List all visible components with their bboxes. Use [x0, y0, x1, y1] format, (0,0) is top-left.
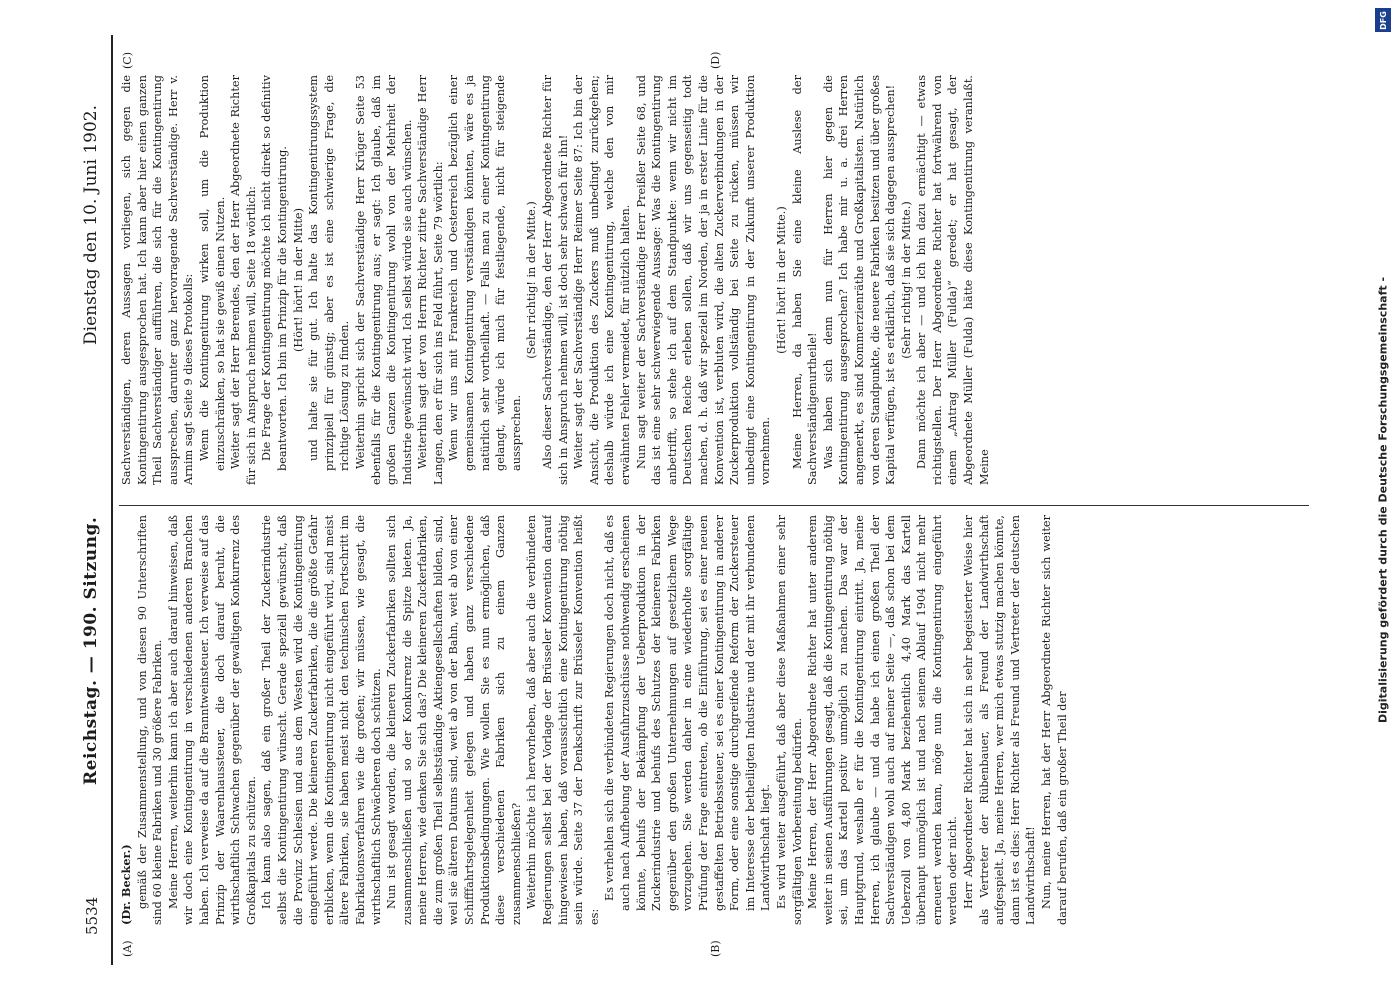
paragraph: Meine Herren, der Herr Abgeordnete Richter hat unter anderem weiter in seinen Ausführungen gesagt, daß die Kontingentirung nöthig sei, um das Kartell positiv unmöglich zu machen. Das war der Hauptgrund, weshalb er für die Kontingentirung eintritt. Ja, meine Herren, ich glaube — und da habe ich einen großen Theil der Sachverständigen wohl auch auf meiner Seite —, daß schon bei dem Ueberzoll von 4,80 Mark beziehentlich 4,40 Mark das Kartell überhaupt unmöglich ist und nach seinem Ablauf 1904 nicht mehr erneuert werden kann, möge nun die Kontingentirung eingeführt werden oder nicht.	[805, 515, 959, 925]
quoted-paragraph: und halte sie für gut. Ich halte das Kontingentirungssystem prinzipiell für günstig; aber es ist eine schwierige Frage, die richtige Lösung zu finden.	[306, 75, 351, 471]
credit-text: Digitalisierung gefördert durch die Deutsche Forschungsgemeinschaft -	[1376, 276, 1390, 724]
digitization-credit	[1373, 0, 1393, 1000]
page-title: Reichstag. — 190. Sitzung.	[80, 516, 101, 785]
margin-marker-d: (D)	[708, 51, 722, 69]
paragraph: Ich kann also sagen, daß ein großer Theil der Zuckerindustrie selbst die Kontingentirung wünscht. Gerade speziell gewünscht, daß die Provinz Schlesien und aus dem Westen wird die Kontingentirung eingeführt werde. Die kleineren Zuckerfabriken, die die größte Gefahr erblicken, wenn die Kontingentirung nicht eingeführt wird, sind meist ältere Fabriken, sie haben meist nicht den technischen Fortschritt im Fabrikationsverfahren wie die großen; wir müssen, wie gesagt, die wirthschaftlich Schwächeren doch schützen.	[259, 515, 382, 925]
paragraph: Weiterhin spricht sich der Sachverständige Herr Krüger Seite 53 ebenfalls für die Kontingentirung aus; er sagt: Ich glaube, daß im großen Ganzen die Kontingentirung wohl von der Mehrheit der Industrie gewünscht wird. Ich selbst würde sie auch wünschen.	[353, 75, 414, 485]
right-column	[119, 75, 1309, 485]
quoted-paragraph: Wenn die Kontingentirung wirken soll, um die Produktion einzuschränken, so hat sie gewiß einen Nutzen.	[197, 75, 227, 471]
paragraph: Nun, meine Herren, hat der Herr Abgeordnete Richter sich weiter darauf berufen, daß ein großer Theil der	[1039, 515, 1069, 925]
interjection: (Hört! hört! in der Mitte)	[291, 207, 305, 353]
paragraph: Weiterhin möchte ich hervorheben, daß aber auch die verbündeten Regierungen selbst bei der Vorlage der Brüsseler Konvention darauf hingewiesen haben, daß voraussichtlich eine Kontingentirung nöthig sein würde. Seite 37 der Denkschrift zur Brüsseler Konvention heißt es:	[524, 515, 601, 925]
paragraph: Was haben sich denn nun für Herren hier gegen die Kontingentirung ausgesprochen? Ich habe mir u. a. drei Herren angemerkt, es sind Kommerzienräthe und Großkapitalisten. Natürlich von deren Standpunkte, die neuere Fabriken besitzen und über großes Kapital verfügen, ist es erklärlich, daß sie sich dagegen aussprechen!	[821, 75, 897, 485]
paragraph: Weiter sagt der Herr Berendes, den der Herr Abgeordnete Richter für sich in Anspruch nehmen will, Seite 18 wörtlich:	[228, 75, 258, 485]
margin-marker-c: (C)	[120, 52, 134, 69]
paragraph: Meine Herren, da haben Sie eine kleine Auslese der Sachverständigenurtheile!	[790, 75, 819, 485]
left-column	[119, 515, 1309, 925]
quoted-paragraph: Es verhehlen sich die verbündeten Regierungen doch nicht, daß es auch nach Aufhebung der Ausfuhrzuschüsse nothwendig erscheinen könnte, behufs der Bekämpfung der Ueberproduktion in der Zuckerindustrie und behufs des Schutzes der kleineren Fabriken gegenüber den großen Unternehmungen auf gesetzlichem Wege vorzugehen. Sie werden daher in eine wiederholte sorgfältige Prüfung der Frage eintreten, ob die Einführung, sei es einer neuen gestaffelten Betriebssteuer, sei es einer Kontingentirung in anderer Form, oder eine sonstige durchgreifende Reform der Zuckersteuer im Interesse der betheiligten Industrie und der mit ihr verbundenen Landwirthschaft liegt.	[602, 515, 772, 911]
page-number: 5534	[82, 896, 101, 935]
paragraph: Es wird weiter ausgeführt, daß aber diese Maßnahmen einer sehr sorgfältigen Vorbereitung bedürfen.	[774, 515, 804, 925]
quoted-paragraph: Die Frage der Kontingentirung möchte ich nicht direkt so definitiv beantworten. Ich bin im Prinzip für die Kontingentirung.	[259, 75, 289, 471]
margin-marker-a: (A)	[120, 940, 134, 957]
paragraph: Sachverständigen, deren Aussagen vorliegen, sich gegen die Kontingentirung ausgesprochen hat. Ich kann aber hier einen ganzen Theil Sachverständiger aufführen, die sich für die Kontingentirung aussprechen, darunter ganz hervorragende Sachverständige. Herr v. Arnim sagt Seite 9 dieses Protokolls:	[119, 75, 195, 485]
column-divider	[119, 505, 1309, 506]
interjection: (Hört! hört! in der Mitte.)	[774, 206, 788, 354]
paragraph: Also dieser Sachverständige, den der Herr Abgeordnete Richter für sich in Anspruch nehmen will, ist doch sehr schwach für ihn!	[540, 75, 570, 485]
paragraph: gemäß der Zusammenstellung, und von diesen 90 Unterschriften sind 60 kleine Fabriken und 30 größere Fabriken.	[135, 515, 164, 925]
quoted-paragraph: Wenn wir uns mit Frankreich und Oesterreich bezüglich einer gemeinsamen Kontingentirung verständigen könnten, wäre es ja natürlich sehr vortheilhaft. — Falls man zu einer Kontingentirung gelangt, würde ich mich für festliegende, nicht für steigende aussprechen.	[446, 75, 523, 471]
margin-marker-b: (B)	[708, 940, 722, 957]
paragraph: Nun ist gesagt worden, die kleineren Zuckerfabriken sollten sich zusammenschließen und so der Konkurrenz die Spitze bieten. Ja, meine Herren, wie denken Sie sich das? Die kleineren Zuckerfabriken, die zum großen Theil selbstständige Aktiengesellschaften bilden, sind, weil sie älteren Datums sind, weit ab von der Bahn, weit ab von einer Schifffahrtsgelegenheit gelegen und haben ganz verschiedene Produktionsbedingungen. Wie wollen Sie es nun ermöglichen, daß diese verschiedenen Fabriken sich zu einem Ganzen zusammenschließen?	[384, 515, 523, 925]
paragraph: Weiterhin sagt der von Herrn Richter zitirte Sachverständige Herr Langen, den er für sich ins Feld führt, Seite 79 wörtlich:	[415, 75, 445, 485]
paragraph: Herr Abgeordneter Richter hat sich in sehr begeisterter Weise hier als Vertreter der Rübenbauer, als Freund der Landwirthschaft aufgespielt. Ja, meine Herren, wer mich etwas stutzig machen könnte, dann ist es dies: Herr Richter als Freund und Vertreter der deutschen Landwirthschaft!	[961, 515, 1037, 925]
paragraph: Nun sagt weiter der Sachverständige Herr Preißler Seite 68, und das ist eine sehr schwerwiegende Aussage: Was die Kontingentirung anbetrifft, so stehe ich auf dem Standpunkte: wenn wir nicht im Deutschen Reiche erleben sollen, daß wir uns gegenseitig todt machen, d. h. daß wir speziell im Norden, der ja in erster Linie für die Konvention ist, verbluten wird, die alten Zuckerverbindungen in der Zuckerproduktion vollständig bei Seite zu rücken, müssen wir unbedingt eine Kontingentirung in der Zukunft unserer Produktion vornehmen.	[634, 75, 772, 485]
interjection: (Sehr richtig! in der Mitte.)	[899, 201, 913, 359]
paragraph: Weiter sagt der Sachverständige Herr Reimer Seite 87: Ich bin der Ansicht, die Produktion des Zuckers muß unbedingt zurückgehen; deshalb würde ich eine Kontingentirung, welche den von mir erwähnten Fehler vermeidet, für nützlich halten.	[571, 75, 632, 485]
dfg-logo: DFG	[1375, 8, 1391, 32]
page-header	[77, 35, 113, 965]
rotated-page	[69, 35, 1329, 965]
session-date: Dienstag den 10. Juni 1902.	[80, 104, 101, 345]
paragraph: Meine Herren, weiterhin kann ich aber auch darauf hinweisen, daß wir doch eine Kontingentirung in verschiedenen anderen Branchen haben. Ich verweise da auf die Branntweinsteuer. Ich verweise auf das Prinzip der Waarenhaussteuer, die doch darauf beruht, die wirthschaftlich Schwachen gegenüber der gewaltigen Konkurrenz des Großkapitals zu schützen.	[166, 515, 258, 925]
speaker-label: (Dr. Becker.)	[118, 844, 133, 925]
interjection: (Sehr richtig! in der Mitte.)	[524, 201, 538, 359]
paragraph: Dann möchte ich aber — und ich bin dazu ermächtigt — etwas richtigstellen. Der Herr Abgeordnete Richter hat fortwährend von einem „Antrag Müller (Fulda)“ geredet; er hat gesagt, der Abgeordnete Müller (Fulda) hätte diese Kontingentirung veranlaßt. Meine	[914, 75, 991, 485]
